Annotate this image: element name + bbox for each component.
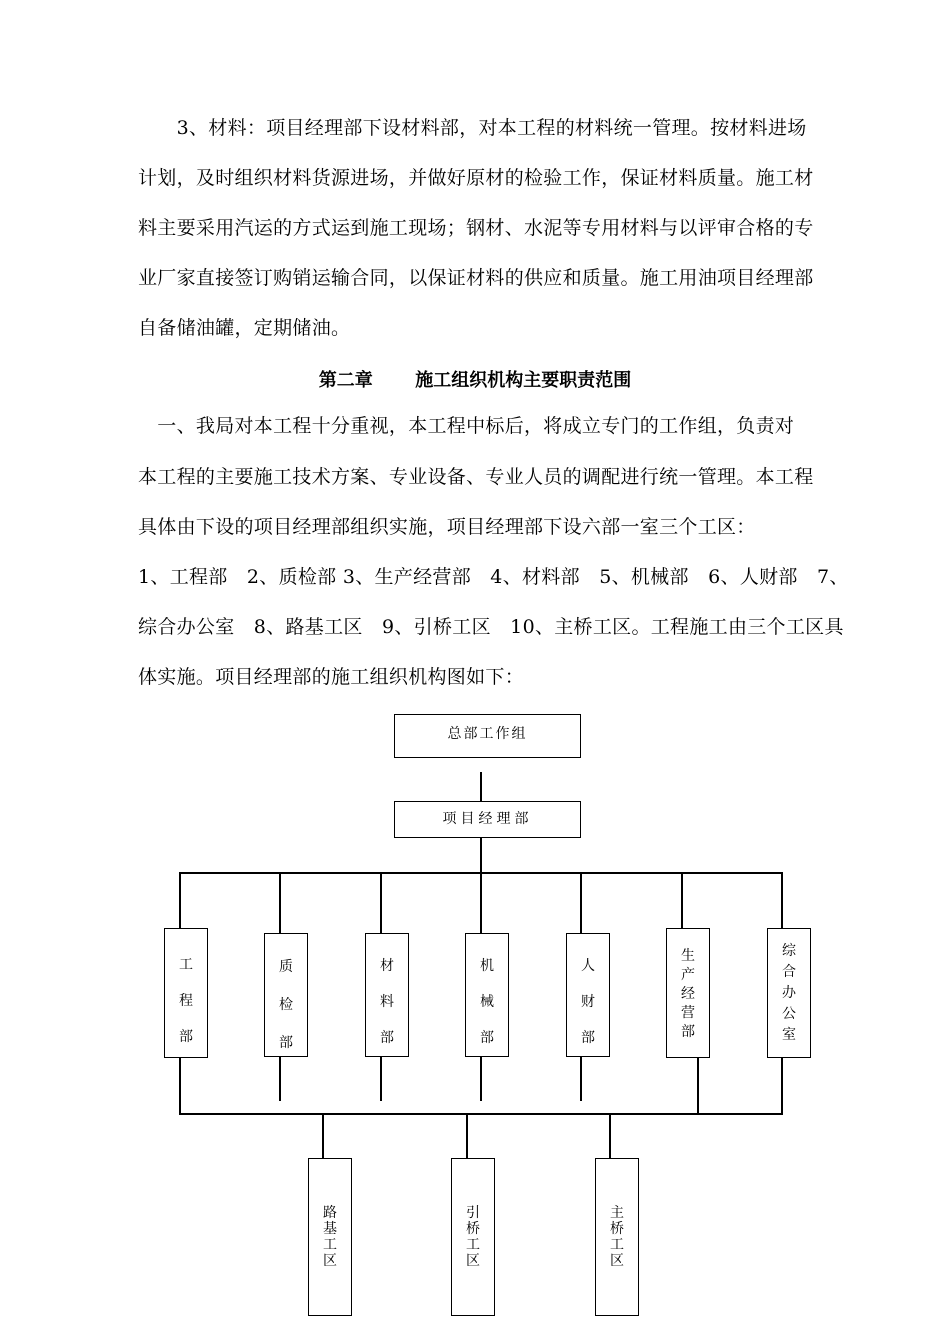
dept-box-hr-finance	[566, 933, 610, 1057]
work-area-approach-bridge	[451, 1158, 495, 1316]
dept-char: 部	[179, 1029, 193, 1045]
paragraph-line-4: 业厂家直接签订购销运输合同，以保证材料的供应和质量。施工用油项目经理部	[138, 267, 814, 289]
work-area-main-bridge	[595, 1158, 639, 1316]
paragraph-line-5: 自备储油罐，定期储油。	[138, 317, 351, 339]
area-drop	[322, 1113, 324, 1158]
area-char: 工	[610, 1237, 624, 1253]
dept-char: 产	[681, 967, 695, 983]
dept-drop	[179, 872, 181, 928]
paragraph2-line-6: 体实施。项目经理部的施工组织机构图如下：	[138, 666, 525, 688]
dept-drop	[380, 872, 382, 933]
dept-drop	[480, 872, 482, 933]
dept-char: 营	[681, 1005, 695, 1021]
dept-box-materials	[365, 933, 409, 1057]
dept-box-quality	[264, 933, 308, 1057]
dept-char: 部	[681, 1024, 695, 1040]
dept-char: 程	[179, 993, 193, 1009]
work-area-roadbed	[308, 1158, 352, 1316]
dept-char: 公	[782, 1006, 796, 1022]
dept-char: 材	[380, 958, 394, 974]
dept-char: 部	[380, 1030, 394, 1046]
org-manager-box	[394, 801, 581, 838]
area-bus	[179, 1113, 783, 1115]
area-char: 工	[466, 1237, 480, 1253]
dept-lower-drop	[697, 1058, 699, 1114]
dept-box-machinery	[465, 933, 509, 1057]
dept-lower-drop	[480, 1057, 482, 1101]
dept-char: 质	[279, 959, 293, 975]
paragraph2-line-3: 具体由下设的项目经理部组织实施，项目经理部下设六部一室三个工区：	[138, 516, 756, 538]
dept-char: 经	[681, 986, 695, 1002]
area-char: 工	[323, 1237, 337, 1253]
dept-char: 机	[480, 958, 494, 974]
dept-drop	[580, 872, 582, 933]
area-char: 桥	[610, 1221, 624, 1237]
dept-char: 械	[480, 994, 494, 1010]
dept-char: 生	[681, 948, 695, 964]
paragraph-line-3: 料主要采用汽运的方式运到施工现场；钢材、水泥等专用材料与以评审合格的专	[138, 217, 814, 239]
chapter-heading	[0, 366, 950, 392]
dept-lower-drop	[781, 1058, 783, 1114]
dept-lower-drop	[179, 1058, 181, 1114]
org-top-box	[394, 714, 581, 758]
org-manager-label: 项目经理部	[442, 811, 533, 827]
dept-lower-drop	[279, 1057, 281, 1101]
dept-char: 办	[782, 985, 796, 1001]
dept-char: 工	[179, 957, 193, 973]
chapter-number: 第二章	[318, 370, 373, 391]
dept-char: 室	[782, 1027, 796, 1043]
area-char: 区	[323, 1253, 337, 1269]
area-drop	[466, 1113, 468, 1158]
paragraph2-line-1: 一、我局对本工程十分重视，本工程中标后，将成立专门的工作组，负责对	[138, 415, 795, 437]
chapter-title: 施工组织机构主要职责范围	[415, 370, 632, 391]
dept-box-office	[767, 928, 811, 1058]
dept-char: 合	[782, 964, 796, 980]
dept-drop	[279, 872, 281, 933]
paragraph2-line-2: 本工程的主要施工技术方案、专业设备、专业人员的调配进行统一管理。本工程	[138, 466, 814, 488]
dept-char: 部	[480, 1030, 494, 1046]
connector-manager	[480, 838, 482, 873]
area-char: 基	[323, 1221, 337, 1237]
area-drop	[609, 1113, 611, 1158]
paragraph-line-1: 3、材料：项目经理部下设材料部，对本工程的材料统一管理。按材料进场	[138, 117, 807, 139]
connector-top	[480, 772, 482, 801]
area-char: 路	[323, 1205, 337, 1221]
paragraph2-line-5: 综合办公室 8、路基工区 9、引桥工区 10、主桥工区。工程施工由三个工区具	[138, 616, 844, 638]
dept-char: 人	[581, 958, 595, 974]
area-char: 主	[610, 1205, 624, 1221]
area-char: 桥	[466, 1221, 480, 1237]
dept-lower-drop	[580, 1057, 582, 1101]
area-char: 引	[466, 1205, 480, 1221]
paragraph-line-2: 计划，及时组织材料货源进场，并做好原材的检验工作，保证材料质量。施工材	[138, 167, 814, 189]
dept-drop	[781, 872, 783, 928]
dept-char: 部	[581, 1030, 595, 1046]
area-char: 区	[610, 1253, 624, 1269]
dept-box-production	[666, 928, 710, 1058]
dept-char: 部	[279, 1035, 293, 1051]
dept-char: 料	[380, 994, 394, 1010]
dept-char: 财	[581, 994, 595, 1010]
dept-drop	[681, 872, 683, 928]
area-char: 区	[466, 1253, 480, 1269]
org-top-label: 总部工作组	[447, 726, 528, 742]
dept-lower-drop	[380, 1057, 382, 1101]
paragraph2-line-4: 1、工程部 2、质检部 3、生产经营部 4、材料部 5、机械部 6、人财部 7、	[138, 566, 849, 588]
dept-box-engineering	[164, 928, 208, 1058]
dept-char: 检	[279, 997, 293, 1013]
dept-char: 综	[782, 943, 796, 959]
